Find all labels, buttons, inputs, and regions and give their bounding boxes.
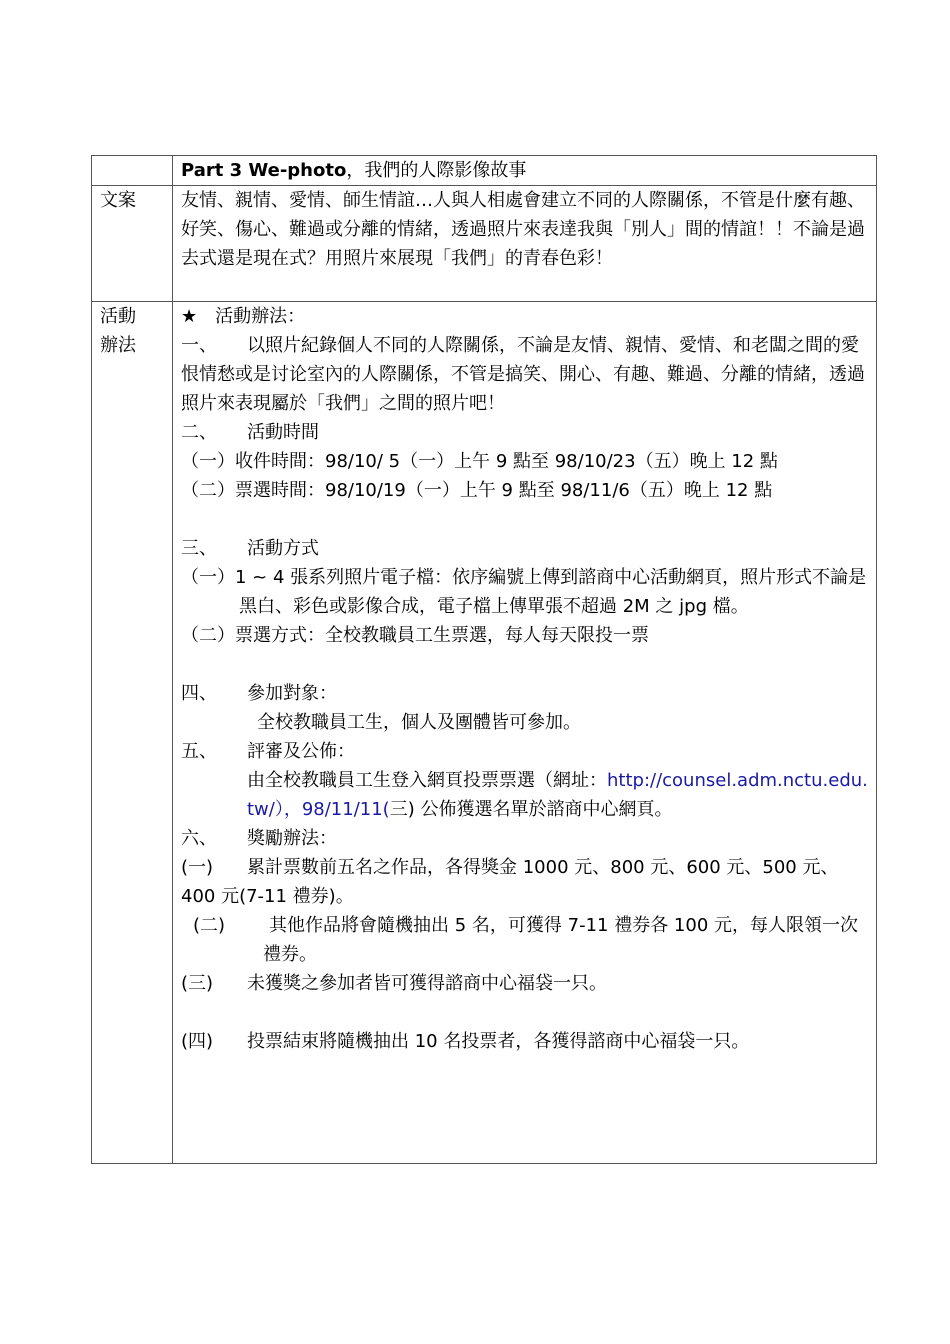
photo-format: （一）1 ~ 4 張系列照片電子檔：依序編號上傳到諮商中心活動網頁，照片形式不論是黑白、彩色或影像合成，電子檔上傳單張不超過 2M 之 jpg 檔。	[181, 567, 867, 617]
section-5	[181, 737, 868, 766]
reward-1	[181, 853, 868, 911]
title-row	[92, 156, 877, 186]
section-4-title: 參加對象：	[247, 683, 337, 704]
method-heading: ★ 活動辦法：	[181, 306, 306, 327]
reward-2	[181, 911, 868, 969]
review-post: 三) 公佈獲選名單於諮商中心網頁。	[389, 799, 673, 820]
participants-text: 全校教職員工生，個人及團體皆可參加。	[257, 712, 581, 733]
reward-4	[181, 1027, 868, 1056]
activity-table	[91, 155, 877, 1164]
section-6-num: 六、	[181, 828, 217, 849]
method-label-cell	[92, 302, 173, 1164]
empty-label-cell	[92, 156, 173, 186]
reward-3-text: 未獲獎之參加者皆可獲得諮商中心福袋一只。	[247, 973, 607, 994]
method-label-2: 辦法	[100, 335, 136, 356]
copy-text: 友情、親情、愛情、師生情誼…人與人相處會建立不同的人際關係，不管是什麼有趣、好笑、傷心、難過或分離的情緒，透過照片來表達我與「別人」間的情誼！！不論是過去式還是現在式？用照片來展現「我們」的青春色彩！	[173, 186, 877, 302]
part-title: Part 3 We-photo	[181, 160, 347, 181]
vote-method: （二）票選方式：全校教職員工生票選，每人每天限投一票	[181, 625, 649, 646]
reward-4-text: 投票結束將隨機抽出 10 名投票者，各獲得諮商中心福袋一只。	[247, 1031, 750, 1052]
section-3-num: 三、	[181, 538, 217, 559]
section-1	[181, 331, 868, 418]
section-3-title: 活動方式	[247, 538, 319, 559]
method-label-1: 活動	[100, 306, 136, 327]
section-5-num: 五、	[181, 741, 217, 762]
section-4-num: 四、	[181, 683, 217, 704]
title-rest: ，我們的人際影像故事	[346, 160, 527, 181]
section-2	[181, 418, 868, 447]
reward-2-text: 其他作品將會隨機抽出 5 名，可獲得 7-11 禮券各 100 元，每人限領一次禮券。	[263, 915, 858, 965]
section-2-title: 活動時間	[247, 422, 319, 443]
reward-3	[181, 969, 868, 998]
vote-time: （二）票選時間：98/10/19（一）上午 9 點至 98/11/6（五）晚上 12 點	[181, 480, 773, 501]
reward-1-text: 累計票數前五名之作品，各得獎金 1000 元、800 元、600 元、500 元、400 元(7-11 禮券)。	[181, 857, 839, 907]
reward-1-num: (一)	[181, 857, 214, 878]
section-5-title: 評審及公佈：	[247, 741, 355, 762]
section-1-text: 以照片紀錄個人不同的人際關係，不論是友情、親情、愛情、和老闆之間的愛恨情愁或是讨论室內的人際關係，不管是搞笑、開心、有趣、難過、分離的情緒，透過照片來表現屬於「我們」之間的照片吧！	[181, 335, 865, 414]
copy-label: 文案	[92, 186, 173, 302]
section-4	[181, 679, 868, 708]
section-2-num: 二、	[181, 422, 217, 443]
reward-3-num: (三)	[181, 973, 214, 994]
section-6-title: 獎勵辦法：	[247, 828, 337, 849]
section-1-num: 一、	[181, 335, 217, 356]
collect-time: （一）收件時間：98/10/ 5（一）上午 9 點至 98/10/23（五）晚上 12 點	[181, 451, 778, 472]
counsel-link[interactable]: http://counsel.adm.nctu.edu.tw/），98/11/11(	[247, 770, 868, 820]
method-content	[173, 302, 877, 1164]
section-6	[181, 824, 868, 853]
title-cell	[173, 156, 877, 186]
reward-4-num: (四)	[181, 1031, 214, 1052]
reward-2-num: (二)	[193, 915, 226, 936]
method-row	[92, 302, 877, 1164]
review-text	[181, 766, 868, 824]
copy-row	[92, 186, 877, 302]
review-pre: 由全校教職員工生登入網頁投票票選（網址：	[247, 770, 607, 791]
section-3	[181, 534, 868, 563]
